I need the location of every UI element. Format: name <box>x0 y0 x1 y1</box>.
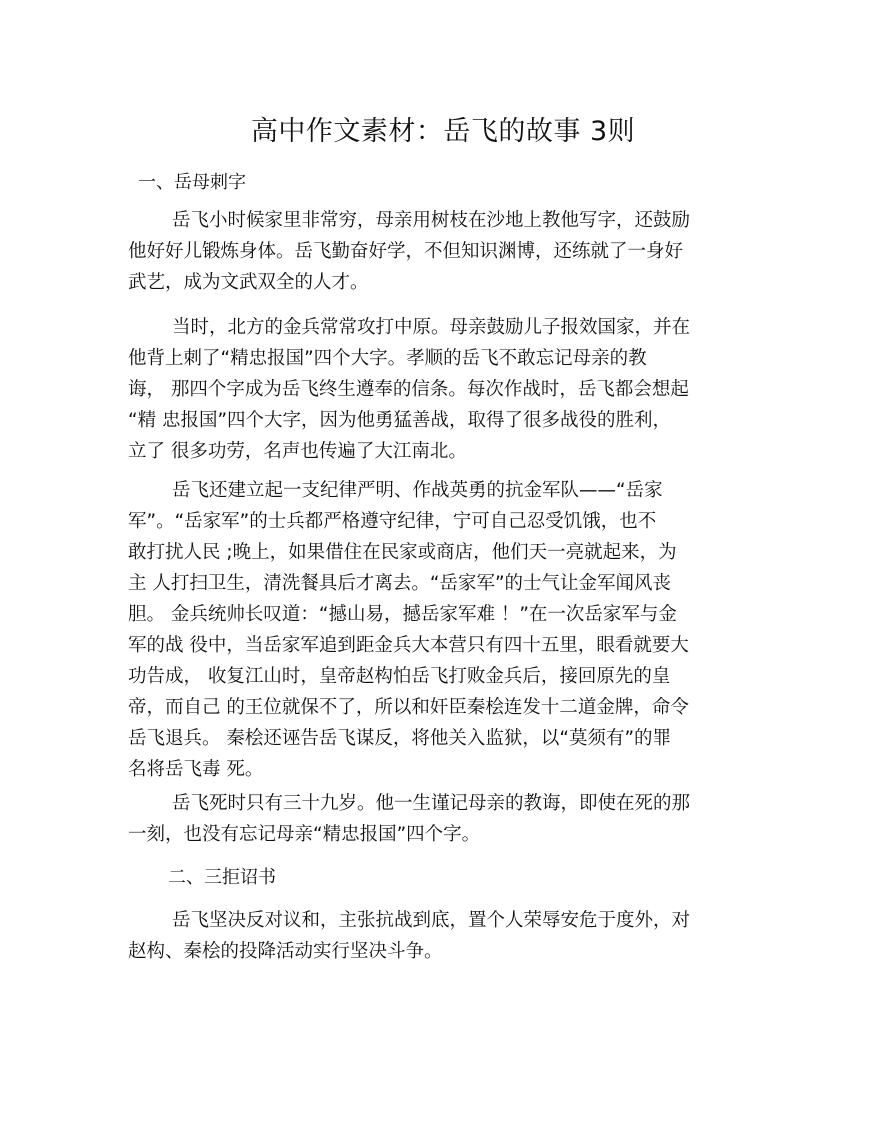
paragraph-line: 诲， 那四个字成为岳飞终生遵奉的信条。每次作战时，岳飞都会想起 <box>128 379 689 400</box>
paragraph-2 <box>128 312 734 467</box>
paragraph-line: 武艺，成为文武双全的人才。 <box>128 272 369 293</box>
paragraph-5 <box>128 905 734 967</box>
paragraph-line: 敢打扰人民 ;晚上，如果借住在民家或商店，他们天一亮就起来，为 <box>128 542 677 563</box>
paragraph-line: 岳飞小时候家里非常穷，母亲用树枝在沙地上教他写字，还鼓励 <box>172 210 691 231</box>
paragraph-line: 军”。“岳家军”的士兵都严格遵守纪律，宁可自己忍受饥饿，也不 <box>128 511 657 532</box>
section-heading-2: 二、三拒诏书 <box>168 867 276 888</box>
paragraph-line: 军的战 役中，当岳家军追到距金兵大本营只有四十五里，眼看就要大 <box>128 635 689 656</box>
paragraph-line: 他好好儿锻炼身体。岳飞勤奋好学，不但知识渊博，还练就了一身好 <box>128 241 684 262</box>
paragraph-4 <box>128 788 734 850</box>
paragraph-line: 立了 很多功劳，名声也传遍了大江南北。 <box>128 441 467 462</box>
paragraph-line: 胆。 金兵统帅长叹道：“撼山易，撼岳家军难 ！”在一次岳家军与金 <box>128 604 677 625</box>
document-title: 高中作文素材：岳飞的故事 3则 <box>250 116 636 147</box>
paragraph-line: 岳飞坚决反对议和，主张抗战到底，置个人荣辱安危于度外，对 <box>172 910 691 931</box>
paragraph-line: 名将岳飞毒 死。 <box>128 759 264 780</box>
paragraph-line: 帝，而自己 的王位就保不了，所以和奸臣秦桧连发十二道金牌，命令 <box>128 697 689 718</box>
paragraph-line: 当时，北方的金兵常常攻打中原。母亲鼓励儿子报效国家，并在 <box>172 317 691 338</box>
paragraph-line: 岳飞还建立起一支纪律严明、作战英勇的抗金军队——“岳家 <box>172 480 663 501</box>
paragraph-line: “精 忠报国”四个大字，因为他勇猛善战，取得了很多战役的胜利， <box>128 410 672 431</box>
paragraph-line: 他背上刺了“精忠报国”四个大字。孝顺的岳飞不敢忘记母亲的教 <box>128 348 647 369</box>
paragraph-3 <box>128 475 734 785</box>
section-heading-1: 一、岳母刺字 <box>138 172 246 193</box>
paragraph-1 <box>128 205 734 298</box>
paragraph-line: 岳飞死时只有三十九岁。他一生谨记母亲的教诲，即使在死的那 <box>172 793 691 814</box>
paragraph-line: 一刻，也没有忘记母亲“精忠报国”四个字。 <box>128 824 481 845</box>
paragraph-line: 岳飞退兵。 秦桧还诬告岳飞谋反，将他关入监狱，以“莫须有”的罪 <box>128 728 672 749</box>
paragraph-line: 主 人打扫卫生，清洗餐具后才离去。“岳家军”的士气让金军闻风丧 <box>128 573 672 594</box>
paragraph-line: 赵构、秦桧的投降活动实行坚决斗争。 <box>128 941 443 962</box>
paragraph-line: 功告成， 收复江山时，皇帝赵构怕岳飞打败金兵后，接回原先的皇 <box>128 666 671 687</box>
